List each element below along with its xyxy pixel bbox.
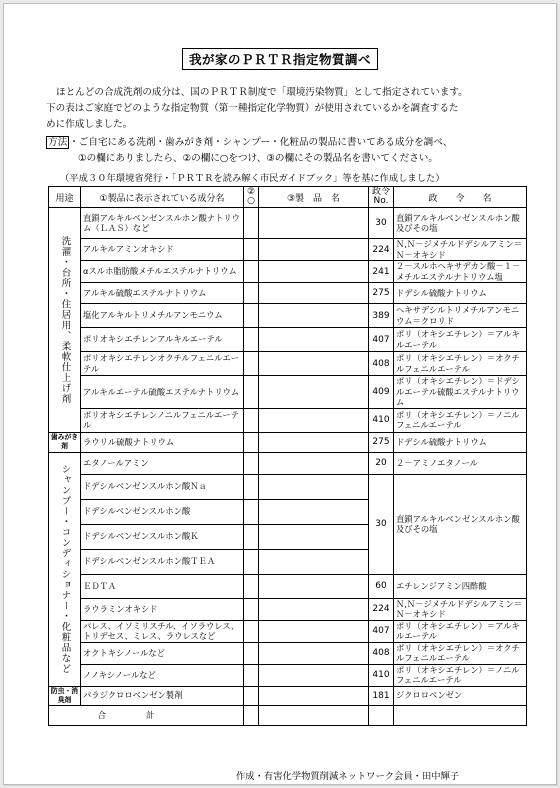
product-cell[interactable] bbox=[259, 686, 369, 705]
total-blank-cell bbox=[394, 705, 527, 725]
ordinance-no-cell: 20 bbox=[369, 452, 394, 474]
ordinance-no-cell: 181 bbox=[369, 686, 394, 705]
ordinance-no-cell: 30 bbox=[369, 208, 394, 239]
product-cell[interactable] bbox=[259, 304, 369, 328]
product-cell[interactable] bbox=[259, 283, 369, 304]
ingredient-cell: ポリオキシエチレンノニルフェニルエーテル bbox=[81, 408, 244, 432]
product-cell[interactable] bbox=[259, 376, 369, 409]
ordinance-name-cell: ヘキサデシルトリメチルアンモニウム＝クロリド bbox=[394, 304, 527, 328]
check-cell[interactable] bbox=[244, 239, 259, 261]
product-cell[interactable] bbox=[259, 474, 369, 499]
ingredient-cell: ノノキシノールなど bbox=[81, 664, 244, 686]
ordinance-no-cell: 407 bbox=[369, 328, 394, 352]
product-cell[interactable] bbox=[259, 499, 369, 524]
product-cell[interactable] bbox=[259, 620, 369, 642]
product-cell[interactable] bbox=[259, 642, 369, 664]
ingredient-cell: ドデシルベンゼンスルホン酸Ｋ bbox=[81, 524, 244, 549]
header-product: ③製 品 名 bbox=[259, 187, 369, 208]
ordinance-no-cell: 241 bbox=[369, 261, 394, 283]
product-cell[interactable] bbox=[259, 261, 369, 283]
product-cell[interactable] bbox=[259, 524, 369, 549]
ordinance-name-cell: ドデシル硫酸ナトリウム bbox=[394, 432, 527, 452]
check-cell[interactable] bbox=[244, 261, 259, 283]
table-row bbox=[49, 432, 527, 452]
header-check: ② ○ bbox=[244, 187, 259, 208]
table-row bbox=[49, 208, 527, 239]
source-note: （平成３０年環境省発行・「ＰＲＴＲを読み解く市民ガイドブック」等を基に作成しました） bbox=[60, 173, 445, 184]
intro-line-2: 下の表はご家庭でどのような指定物質（第一種指定化学物質）が使用されているかを調査するた bbox=[46, 103, 459, 114]
check-cell[interactable] bbox=[244, 408, 259, 432]
ordinance-name-cell: ポリ（オキシエチレン）＝アルキルエーテル bbox=[394, 328, 527, 352]
table-row bbox=[49, 620, 527, 642]
product-cell[interactable] bbox=[259, 208, 369, 239]
product-cell[interactable] bbox=[259, 452, 369, 474]
ingredient-cell: ポリオキシエチレンオクチルフェニルエーテル bbox=[81, 352, 244, 376]
ordinance-name-cell: ポリ（オキシエチレン）＝オクチルフェニルエーテル bbox=[394, 352, 527, 376]
total-blank-cell bbox=[369, 705, 394, 725]
check-cell[interactable] bbox=[244, 686, 259, 705]
check-cell[interactable] bbox=[244, 549, 259, 574]
ingredient-cell: 直鎖アルキルベンゼンスルホン酸ナトリウム（ＬＡＳ）など bbox=[81, 208, 244, 239]
ordinance-name-cell: ドデシル硫酸ナトリウム bbox=[394, 283, 527, 304]
category-cell: 洗濯・台所・住居用、柔軟仕上げ剤 bbox=[49, 208, 81, 433]
table-row bbox=[49, 239, 527, 261]
intro-line-3: めに作成しました。 bbox=[46, 119, 133, 130]
header-use: 用途 bbox=[49, 187, 81, 208]
product-cell[interactable] bbox=[259, 598, 369, 620]
category-cell: シャンプー・コンディショナー・化粧品など bbox=[49, 452, 81, 686]
total-check-cell[interactable] bbox=[244, 705, 259, 725]
ordinance-name-cell: ポリ（オキシエチレン）＝オクチルフェニルエーテル bbox=[394, 642, 527, 664]
check-cell[interactable] bbox=[244, 283, 259, 304]
method-line-2: ①の欄にありましたら、②の欄に○をつけ、③の欄にその製品名を書いてください。 bbox=[78, 153, 438, 164]
ingredient-cell: パラジクロロベンゼン製剤 bbox=[81, 686, 244, 705]
product-cell[interactable] bbox=[259, 432, 369, 452]
ordinance-no-cell: 408 bbox=[369, 352, 394, 376]
ordinance-no-cell: 408 bbox=[369, 642, 394, 664]
document-page bbox=[3, 3, 557, 785]
product-cell[interactable] bbox=[259, 549, 369, 574]
header-ingredient: ①製品に表示されている成分名 bbox=[81, 187, 244, 208]
check-cell[interactable] bbox=[244, 524, 259, 549]
ordinance-no-cell: 409 bbox=[369, 376, 394, 409]
product-cell[interactable] bbox=[259, 664, 369, 686]
page-title: 我が家のＰＲＴＲ指定物質調べ bbox=[182, 48, 378, 70]
ingredient-cell: オクトキシノールなど bbox=[81, 642, 244, 664]
survey-table bbox=[48, 186, 527, 726]
product-cell[interactable] bbox=[259, 408, 369, 432]
header-row bbox=[49, 187, 527, 208]
table-row bbox=[49, 642, 527, 664]
ordinance-name-cell: ポリ（オキシエチレン）＝アルキルエーテル bbox=[394, 620, 527, 642]
check-cell[interactable] bbox=[244, 664, 259, 686]
ingredient-cell: ドデシルベンゼンスルホン酸ＴＥＡ bbox=[81, 549, 244, 574]
category-cell: 防虫・消臭剤 bbox=[49, 686, 81, 705]
ordinance-no-cell: 389 bbox=[369, 304, 394, 328]
table-row bbox=[49, 686, 527, 705]
ordinance-no-cell: 275 bbox=[369, 283, 394, 304]
check-cell[interactable] bbox=[244, 304, 259, 328]
check-cell[interactable] bbox=[244, 474, 259, 499]
table-row bbox=[49, 352, 527, 376]
ordinance-no-cell: 407 bbox=[369, 620, 394, 642]
check-cell[interactable] bbox=[244, 574, 259, 598]
product-cell[interactable] bbox=[259, 239, 369, 261]
ordinance-no-cell: 410 bbox=[369, 408, 394, 432]
check-cell[interactable] bbox=[244, 376, 259, 409]
method-line-1: ・ご自宅にある洗剤・歯みがき剤・シャンプー・化粧品の製品に書いてある成分を調べ、 bbox=[69, 137, 453, 148]
ordinance-no-cell: 60 bbox=[369, 574, 394, 598]
method-label: 方法 bbox=[48, 137, 68, 148]
check-cell[interactable] bbox=[244, 620, 259, 642]
header-ordinance-name: 政 令 名 bbox=[394, 187, 527, 208]
ingredient-cell: アルキル硫酸エステルナトリウム bbox=[81, 283, 244, 304]
ingredient-cell: アルキルアミンオキシド bbox=[81, 239, 244, 261]
ordinance-no-cell: 275 bbox=[369, 432, 394, 452]
table-row bbox=[49, 408, 527, 432]
ordinance-name-cell: ポリ（オキシエチレン）＝ノニルフェニルエーテル bbox=[394, 664, 527, 686]
check-cell[interactable] bbox=[244, 432, 259, 452]
table-row bbox=[49, 452, 527, 474]
ordinance-no-cell: 224 bbox=[369, 598, 394, 620]
table-row bbox=[49, 376, 527, 409]
table-row bbox=[49, 283, 527, 304]
product-cell[interactable] bbox=[259, 574, 369, 598]
ordinance-name-cell: ジクロロベンゼン bbox=[394, 686, 527, 705]
intro-line-1: ほとんどの合成洗剤の成分は、国のＰＲＴＲ制度で「環境汚染物質」として指定されています。 bbox=[56, 87, 468, 98]
ordinance-name-cell: 直鎖アルキルベンゼンスルホン酸及びその塩 bbox=[394, 208, 527, 239]
ordinance-name-cell: エチレンジアミン四酢酸 bbox=[394, 574, 527, 598]
total-label: 合計 bbox=[49, 705, 244, 725]
table-row bbox=[49, 474, 527, 499]
header-ordinance-no: 政令 No. bbox=[369, 187, 394, 208]
total-row bbox=[49, 705, 527, 725]
table-row bbox=[49, 664, 527, 686]
intro-text bbox=[46, 85, 536, 133]
ordinance-no-cell: 410 bbox=[369, 664, 394, 686]
ordinance-name-cell: ポリ（オキシエチレン）＝ノニルフェニルエーテル bbox=[394, 408, 527, 432]
ingredient-cell: ラウリル硫酸ナトリウム bbox=[81, 432, 244, 452]
ordinance-no-cell: 30 bbox=[369, 474, 394, 574]
check-cell[interactable] bbox=[244, 328, 259, 352]
table-row bbox=[49, 598, 527, 620]
product-cell[interactable] bbox=[259, 328, 369, 352]
check-cell[interactable] bbox=[244, 352, 259, 376]
ingredient-cell: エタノールアミン bbox=[81, 452, 244, 474]
ordinance-name-cell: ２－スルホヘキサデカン酸－１－メチルエステルナトリウム塩 bbox=[394, 261, 527, 283]
ordinance-name-cell: Ｎ,Ｎ－ジメチルドデシルアミン＝Ｎ－オキシド bbox=[394, 598, 527, 620]
category-cell: 歯みがき剤 bbox=[49, 432, 81, 452]
ingredient-cell: αスルホ脂肪酸メチルエステルナトリウム bbox=[81, 261, 244, 283]
ingredient-cell: ラウラミンオキシド bbox=[81, 598, 244, 620]
ordinance-name-cell: ポリ（オキシエチレン）＝ドデシルエーテル硫酸エステルナトリウム bbox=[394, 376, 527, 409]
check-cell[interactable] bbox=[244, 208, 259, 239]
check-cell[interactable] bbox=[244, 499, 259, 524]
ordinance-no-cell: 224 bbox=[369, 239, 394, 261]
ordinance-name-cell: Ｎ,Ｎ－ジメチルドデシルアミン＝Ｎ－オキシド bbox=[394, 239, 527, 261]
ingredient-cell: ポリオキシエチレンアルキルエーテル bbox=[81, 328, 244, 352]
ordinance-name-cell: 直鎖アルキルベンゼンスルホン酸及びその塩 bbox=[394, 474, 527, 574]
ingredient-cell: ＥＤＴＡ bbox=[81, 574, 244, 598]
ingredient-cell: ドデシルベンゼンスルホン酸Ｎａ bbox=[81, 474, 244, 499]
table-row bbox=[49, 328, 527, 352]
method-text bbox=[46, 135, 536, 167]
ingredient-cell: ドデシルベンゼンスルホン酸 bbox=[81, 499, 244, 524]
product-cell[interactable] bbox=[259, 352, 369, 376]
total-product-cell[interactable] bbox=[259, 705, 369, 725]
ingredient-cell: パレス、イソミリスチル、イソラウレス、トリデセス、ミレス、ラウレスなど bbox=[81, 620, 244, 642]
check-cell[interactable] bbox=[244, 452, 259, 474]
table-row bbox=[49, 574, 527, 598]
ingredient-cell: アルキルエーテル硫酸エステルナトリウム bbox=[81, 376, 244, 409]
ordinance-name-cell: ２－アミノエタノール bbox=[394, 452, 527, 474]
table-row bbox=[49, 304, 527, 328]
check-cell[interactable] bbox=[244, 598, 259, 620]
check-cell[interactable] bbox=[244, 642, 259, 664]
table-row bbox=[49, 261, 527, 283]
author-credit: 作成・有害化学物質削減ネットワーク会員・田中輝子 bbox=[236, 771, 460, 782]
ingredient-cell: 塩化アルキルトリメチルアンモニウム bbox=[81, 304, 244, 328]
